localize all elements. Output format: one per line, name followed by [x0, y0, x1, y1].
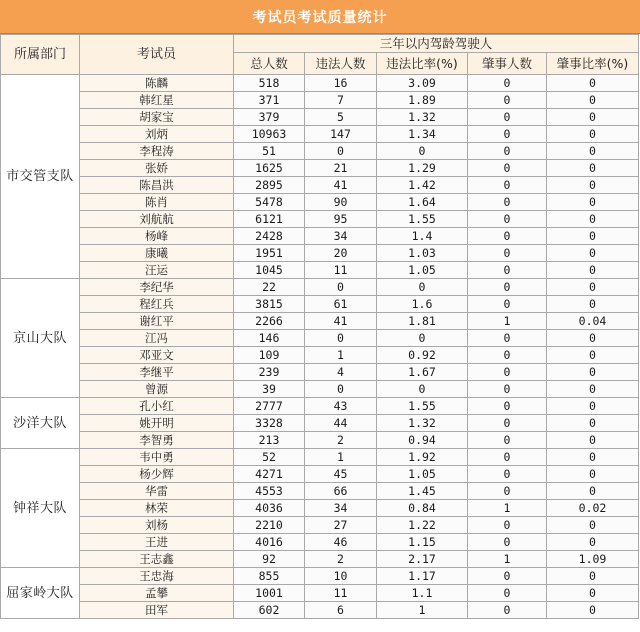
accident-rate-cell: 0: [547, 398, 639, 415]
examiner-name: 王进: [80, 534, 234, 551]
total-cell: 4271: [234, 466, 305, 483]
accidents-cell: 0: [468, 517, 547, 534]
total-cell: 379: [234, 109, 305, 126]
total-cell: 1951: [234, 245, 305, 262]
total-cell: 1045: [234, 262, 305, 279]
violation-rate-cell: 1.55: [377, 211, 468, 228]
violations-cell: 0: [305, 279, 377, 296]
total-cell: 371: [234, 92, 305, 109]
violations-cell: 1: [305, 347, 377, 364]
violations-cell: 1: [305, 449, 377, 466]
accidents-cell: 0: [468, 364, 547, 381]
accidents-cell: 1: [468, 551, 547, 568]
table-row: [1, 177, 639, 194]
violation-rate-cell: 1.32: [377, 109, 468, 126]
total-cell: 52: [234, 449, 305, 466]
total-cell: 4553: [234, 483, 305, 500]
accident-rate-cell: 0: [547, 279, 639, 296]
violation-rate-cell: 1.05: [377, 466, 468, 483]
examiner-name: 张娇: [80, 160, 234, 177]
total-cell: 3328: [234, 415, 305, 432]
violations-cell: 11: [305, 585, 377, 602]
examiner-name: 姚开明: [80, 415, 234, 432]
violations-cell: 34: [305, 228, 377, 245]
violation-rate-cell: 1.22: [377, 517, 468, 534]
header-violations: 违法人数: [305, 53, 377, 75]
accidents-cell: 0: [468, 585, 547, 602]
accidents-cell: 0: [468, 177, 547, 194]
total-cell: 1001: [234, 585, 305, 602]
violation-rate-cell: 0: [377, 143, 468, 160]
accidents-cell: 1: [468, 500, 547, 517]
accident-rate-cell: 0: [547, 262, 639, 279]
violation-rate-cell: 1.45: [377, 483, 468, 500]
total-cell: 39: [234, 381, 305, 398]
accidents-cell: 0: [468, 160, 547, 177]
examiner-name: 杨峰: [80, 228, 234, 245]
violation-rate-cell: 3.09: [377, 75, 468, 92]
examiner-name: 韦中勇: [80, 449, 234, 466]
violations-cell: 90: [305, 194, 377, 211]
violations-cell: 34: [305, 500, 377, 517]
violation-rate-cell: 1.05: [377, 262, 468, 279]
accident-rate-cell: 0: [547, 517, 639, 534]
examiner-name: 孔小红: [80, 398, 234, 415]
examiner-name: 田军: [80, 602, 234, 619]
table-row: [1, 126, 639, 143]
accident-rate-cell: 0: [547, 194, 639, 211]
total-cell: 2210: [234, 517, 305, 534]
accidents-cell: 0: [468, 262, 547, 279]
violation-rate-cell: 1.03: [377, 245, 468, 262]
header-dept: 所属部门: [1, 35, 80, 75]
total-cell: 92: [234, 551, 305, 568]
accident-rate-cell: 0: [547, 466, 639, 483]
table-row: [1, 551, 639, 568]
examiner-name: 王忠海: [80, 568, 234, 585]
violations-cell: 5: [305, 109, 377, 126]
total-cell: 2428: [234, 228, 305, 245]
total-cell: 518: [234, 75, 305, 92]
table-row: [1, 568, 639, 585]
dept-name: 沙洋大队: [1, 398, 80, 449]
examiner-name: 邓亚文: [80, 347, 234, 364]
accident-rate-cell: 0: [547, 296, 639, 313]
dept-name: 京山大队: [1, 279, 80, 398]
accidents-cell: 0: [468, 568, 547, 585]
table-row: [1, 211, 639, 228]
total-cell: 2266: [234, 313, 305, 330]
violations-cell: 45: [305, 466, 377, 483]
accidents-cell: 0: [468, 296, 547, 313]
accident-rate-cell: 0: [547, 143, 639, 160]
total-cell: 146: [234, 330, 305, 347]
violations-cell: 0: [305, 330, 377, 347]
header-accidents: 肇事人数: [468, 53, 547, 75]
header-examiner: 考试员: [80, 35, 234, 75]
violation-rate-cell: 1.92: [377, 449, 468, 466]
accidents-cell: 0: [468, 415, 547, 432]
violations-cell: 7: [305, 92, 377, 109]
violations-cell: 41: [305, 177, 377, 194]
table-row: [1, 381, 639, 398]
total-cell: 51: [234, 143, 305, 160]
violations-cell: 0: [305, 143, 377, 160]
examiner-name: 王志鑫: [80, 551, 234, 568]
accident-rate-cell: 0: [547, 126, 639, 143]
table-row: [1, 262, 639, 279]
violations-cell: 2: [305, 551, 377, 568]
violation-rate-cell: 0.94: [377, 432, 468, 449]
violation-rate-cell: 0: [377, 279, 468, 296]
accidents-cell: 0: [468, 194, 547, 211]
table-row: [1, 228, 639, 245]
table-row: [1, 279, 639, 296]
table-row: [1, 313, 639, 330]
accidents-cell: 0: [468, 381, 547, 398]
accident-rate-cell: 1.09: [547, 551, 639, 568]
examiner-name: 刘航航: [80, 211, 234, 228]
accidents-cell: 0: [468, 432, 547, 449]
table-header: [1, 35, 639, 75]
table-row: [1, 398, 639, 415]
table-row: [1, 160, 639, 177]
violations-cell: 16: [305, 75, 377, 92]
accident-rate-cell: 0: [547, 364, 639, 381]
table-row: [1, 500, 639, 517]
violations-cell: 2: [305, 432, 377, 449]
table-row: [1, 585, 639, 602]
examiner-name: 曾源: [80, 381, 234, 398]
total-cell: 2895: [234, 177, 305, 194]
violation-rate-cell: 1.67: [377, 364, 468, 381]
total-cell: 22: [234, 279, 305, 296]
violations-cell: 10: [305, 568, 377, 585]
examiner-name: 韩红星: [80, 92, 234, 109]
table-row: [1, 517, 639, 534]
accident-rate-cell: 0: [547, 330, 639, 347]
violations-cell: 6: [305, 602, 377, 619]
violation-rate-cell: 1.81: [377, 313, 468, 330]
violation-rate-cell: 1.15: [377, 534, 468, 551]
examiner-name: 江冯: [80, 330, 234, 347]
dept-name: 市交管支队: [1, 75, 80, 279]
table-row: [1, 92, 639, 109]
violation-rate-cell: 1.55: [377, 398, 468, 415]
table-row: [1, 534, 639, 551]
total-cell: 2777: [234, 398, 305, 415]
violation-rate-cell: 1.42: [377, 177, 468, 194]
table-row: [1, 347, 639, 364]
table-row: [1, 245, 639, 262]
table-row: [1, 415, 639, 432]
violation-rate-cell: 1.6: [377, 296, 468, 313]
table-row: [1, 483, 639, 500]
accident-rate-cell: 0: [547, 160, 639, 177]
violations-cell: 27: [305, 517, 377, 534]
accident-rate-cell: 0.02: [547, 500, 639, 517]
accidents-cell: 0: [468, 279, 547, 296]
total-cell: 239: [234, 364, 305, 381]
total-cell: 855: [234, 568, 305, 585]
violations-cell: 21: [305, 160, 377, 177]
examiner-name: 胡家宝: [80, 109, 234, 126]
examiner-name: 陈昌洪: [80, 177, 234, 194]
total-cell: 4036: [234, 500, 305, 517]
violation-rate-cell: 0.84: [377, 500, 468, 517]
examiner-name: 陈麟: [80, 75, 234, 92]
accident-rate-cell: 0: [547, 228, 639, 245]
accident-rate-cell: 0: [547, 585, 639, 602]
violations-cell: 66: [305, 483, 377, 500]
examiner-name: 华雷: [80, 483, 234, 500]
accidents-cell: 0: [468, 228, 547, 245]
examiner-name: 刘杨: [80, 517, 234, 534]
table-row: [1, 330, 639, 347]
violations-cell: 11: [305, 262, 377, 279]
accident-rate-cell: 0: [547, 92, 639, 109]
examiner-name: 孟攀: [80, 585, 234, 602]
examiner-name: 李智勇: [80, 432, 234, 449]
violation-rate-cell: 0: [377, 330, 468, 347]
examiner-name: 李继平: [80, 364, 234, 381]
accident-rate-cell: 0: [547, 568, 639, 585]
accidents-cell: 0: [468, 449, 547, 466]
accidents-cell: 0: [468, 534, 547, 551]
accident-rate-cell: 0: [547, 109, 639, 126]
accidents-cell: 0: [468, 126, 547, 143]
violation-rate-cell: 1.17: [377, 568, 468, 585]
violation-rate-cell: 1.4: [377, 228, 468, 245]
table-row: [1, 296, 639, 313]
violation-rate-cell: 0.92: [377, 347, 468, 364]
examiner-name: 汪运: [80, 262, 234, 279]
table-row: [1, 109, 639, 126]
accidents-cell: 1: [468, 313, 547, 330]
violation-rate-cell: 1.64: [377, 194, 468, 211]
examiner-name: 康曦: [80, 245, 234, 262]
examiner-name: 李程涛: [80, 143, 234, 160]
violations-cell: 4: [305, 364, 377, 381]
accident-rate-cell: 0: [547, 75, 639, 92]
table-body: [1, 75, 639, 619]
accidents-cell: 0: [468, 109, 547, 126]
accidents-cell: 0: [468, 602, 547, 619]
total-cell: 10963: [234, 126, 305, 143]
header-total: 总人数: [234, 53, 305, 75]
total-cell: 4016: [234, 534, 305, 551]
total-cell: 6121: [234, 211, 305, 228]
accident-rate-cell: 0: [547, 432, 639, 449]
accident-rate-cell: 0: [547, 602, 639, 619]
violations-cell: 61: [305, 296, 377, 313]
accidents-cell: 0: [468, 483, 547, 500]
accident-rate-cell: 0: [547, 177, 639, 194]
accidents-cell: 0: [468, 245, 547, 262]
violation-rate-cell: 2.17: [377, 551, 468, 568]
accidents-cell: 0: [468, 92, 547, 109]
table-row: [1, 75, 639, 92]
total-cell: 3815: [234, 296, 305, 313]
accident-rate-cell: 0: [547, 211, 639, 228]
table-row: [1, 466, 639, 483]
accident-rate-cell: 0.04: [547, 313, 639, 330]
table-row: [1, 432, 639, 449]
violation-rate-cell: 1.32: [377, 415, 468, 432]
total-cell: 5478: [234, 194, 305, 211]
violations-cell: 95: [305, 211, 377, 228]
total-cell: 109: [234, 347, 305, 364]
violations-cell: 41: [305, 313, 377, 330]
examiner-name: 林荣: [80, 500, 234, 517]
accident-rate-cell: 0: [547, 534, 639, 551]
accidents-cell: 0: [468, 143, 547, 160]
examiner-name: 李纪华: [80, 279, 234, 296]
accidents-cell: 0: [468, 398, 547, 415]
examiner-name: 刘炳: [80, 126, 234, 143]
violations-cell: 147: [305, 126, 377, 143]
accident-rate-cell: 0: [547, 347, 639, 364]
violation-rate-cell: 1.34: [377, 126, 468, 143]
examiner-quality-table: [0, 34, 639, 619]
table-row: [1, 143, 639, 160]
table-title: 考试员考试质量统计: [0, 0, 640, 34]
table-row: [1, 602, 639, 619]
accidents-cell: 0: [468, 75, 547, 92]
total-cell: 1625: [234, 160, 305, 177]
examiner-name: 程红兵: [80, 296, 234, 313]
examiner-name: 杨少辉: [80, 466, 234, 483]
examiner-name: 谢红平: [80, 313, 234, 330]
table-row: [1, 364, 639, 381]
total-cell: 213: [234, 432, 305, 449]
accidents-cell: 0: [468, 330, 547, 347]
violations-cell: 20: [305, 245, 377, 262]
violation-rate-cell: 1.1: [377, 585, 468, 602]
violation-rate-cell: 1: [377, 602, 468, 619]
examiner-name: 陈肖: [80, 194, 234, 211]
table-row: [1, 194, 639, 211]
accident-rate-cell: 0: [547, 483, 639, 500]
violations-cell: 46: [305, 534, 377, 551]
violation-rate-cell: 1.29: [377, 160, 468, 177]
header-violation-rate: 违法比率(%): [377, 53, 468, 75]
violation-rate-cell: 0: [377, 381, 468, 398]
accident-rate-cell: 0: [547, 449, 639, 466]
violations-cell: 44: [305, 415, 377, 432]
accidents-cell: 0: [468, 211, 547, 228]
accidents-cell: 0: [468, 347, 547, 364]
violation-rate-cell: 1.89: [377, 92, 468, 109]
dept-name: 屈家岭大队: [1, 568, 80, 619]
accident-rate-cell: 0: [547, 381, 639, 398]
total-cell: 602: [234, 602, 305, 619]
violations-cell: 43: [305, 398, 377, 415]
table-row: [1, 449, 639, 466]
violations-cell: 0: [305, 381, 377, 398]
accidents-cell: 0: [468, 466, 547, 483]
dept-name: 钟祥大队: [1, 449, 80, 568]
header-group: 三年以内驾龄驾驶人: [234, 35, 639, 53]
accident-rate-cell: 0: [547, 245, 639, 262]
header-accident-rate: 肇事比率(%): [547, 53, 639, 75]
accident-rate-cell: 0: [547, 415, 639, 432]
